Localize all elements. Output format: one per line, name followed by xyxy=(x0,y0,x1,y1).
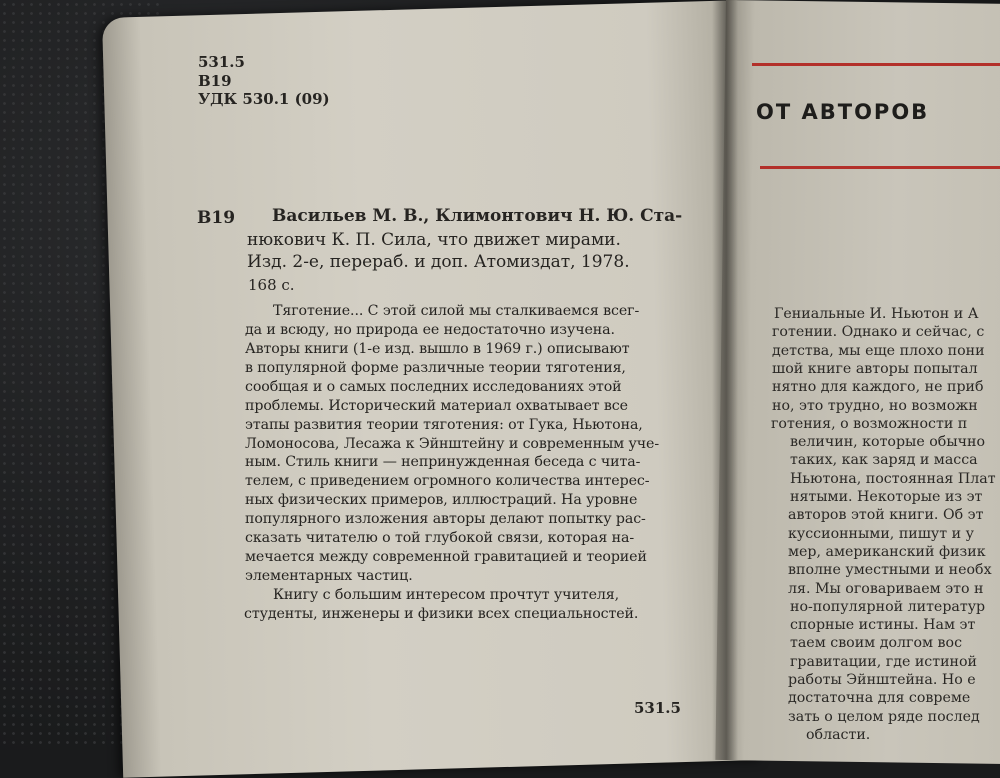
right-page-line: но-популярной литератур xyxy=(790,598,986,615)
annotation-line: мечается между современной гравитацией и теорией xyxy=(245,549,647,565)
page-number: 531.5 xyxy=(634,699,681,717)
annotation-line: Ломоносова, Лесажа к Эйнштейну и современным уче- xyxy=(245,436,660,452)
annotation-line: этапы развития теории тяготения: от Гука, Ньютона, xyxy=(245,417,643,433)
annotation-line: сказать читателю о той глубокой связи, которая на- xyxy=(245,530,635,546)
right-page-line: ля. Мы оговариваем это н xyxy=(788,580,984,597)
right-page-line: авторов этой книги. Об эт xyxy=(788,507,984,524)
right-page-line: таких, как заряд и масса xyxy=(790,452,978,469)
right-page-line: Ньютона, постоянная Плат xyxy=(790,470,996,487)
classification-line: УДК 530.1 (09) xyxy=(198,90,330,108)
classification-line: 531.5 xyxy=(198,53,245,71)
annotation-line: проблемы. Исторический материал охватывает все xyxy=(245,398,628,414)
right-page-line: готении. Однако и сейчас, с xyxy=(772,324,985,341)
annotation-line: Книгу с большим интересом прочтут учителя, xyxy=(273,587,620,603)
annotation-line: студенты, инженеры и физики всех специальностей. xyxy=(244,606,639,622)
right-page-line: достаточна для совреме xyxy=(788,690,971,707)
right-page-line: таем своим долгом вос xyxy=(790,635,963,652)
right-page-line: готения, о возможности п xyxy=(771,415,968,432)
right-page-line: работы Эйнштейна. Но е xyxy=(788,672,976,688)
bibliography-line: 168 с. xyxy=(248,276,295,294)
right-page-line: но, это трудно, но возможн xyxy=(772,397,978,414)
bibliography-line: Изд. 2-е, перераб. и доп. Атомиздат, 1978. xyxy=(247,252,630,272)
right-page-line: мер, американский физик xyxy=(788,543,986,560)
right-page-line: детства, мы еще плохо пони xyxy=(772,342,985,359)
annotation-line: популярного изложения авторы делают попытку рас- xyxy=(245,511,646,527)
red-rule-top xyxy=(752,63,1000,66)
right-page-line: Гениальные И. Ньютон и А xyxy=(774,306,979,322)
annotation-line: в популярной форме различные теории тяготения, xyxy=(245,360,626,376)
right-page-line: вполне уместными и необх xyxy=(788,562,992,579)
annotation-line: ным. Стиль книги — непринужденная беседа с чита- xyxy=(245,454,641,470)
right-page-line: нятно для каждого, не приб xyxy=(772,379,984,396)
right-page-line: гравитации, где истиной xyxy=(790,653,978,670)
bibliography-line: Васильев М. В., Климонтович Н. Ю. Ста- xyxy=(272,206,683,226)
annotation-line: телем, с приведением огромного количества интерес- xyxy=(245,473,650,489)
annotation-line: да и всюду, но природа ее недостаточно изучена. xyxy=(245,322,615,338)
right-page-line: области. xyxy=(806,726,871,743)
annotation-line: Авторы книги (1-е изд. вышло в 1969 г.) описывают xyxy=(245,341,630,357)
right-page-line: куссионными, пишут и у xyxy=(788,525,974,542)
bibliography-line: нюкович К. П. Сила, что движет мирами. xyxy=(247,230,621,250)
section-heading: ОТ АВТОРОВ xyxy=(756,100,930,124)
classification-line: В19 xyxy=(198,72,232,90)
bibliography-code: В19 xyxy=(197,208,236,228)
annotation-line: сообщая и о самых последних исследованиях этой xyxy=(245,379,622,395)
annotation-line: элементарных частиц. xyxy=(245,568,413,584)
annotation-line: ных физических примеров, иллюстраций. На уровне xyxy=(245,492,638,508)
right-page-line: зать о целом ряде послед xyxy=(788,708,980,725)
right-page-line: спорные истины. Нам эт xyxy=(790,617,976,634)
annotation-line: Тяготение... С этой силой мы сталкиваемся всег- xyxy=(273,303,640,319)
right-page-line: шой книге авторы попытал xyxy=(772,360,978,377)
red-rule-bottom xyxy=(760,166,1000,169)
right-page-line: величин, которые обычно xyxy=(790,434,985,451)
book-gutter xyxy=(712,0,738,760)
right-page-line: нятыми. Некоторые из эт xyxy=(790,489,983,505)
